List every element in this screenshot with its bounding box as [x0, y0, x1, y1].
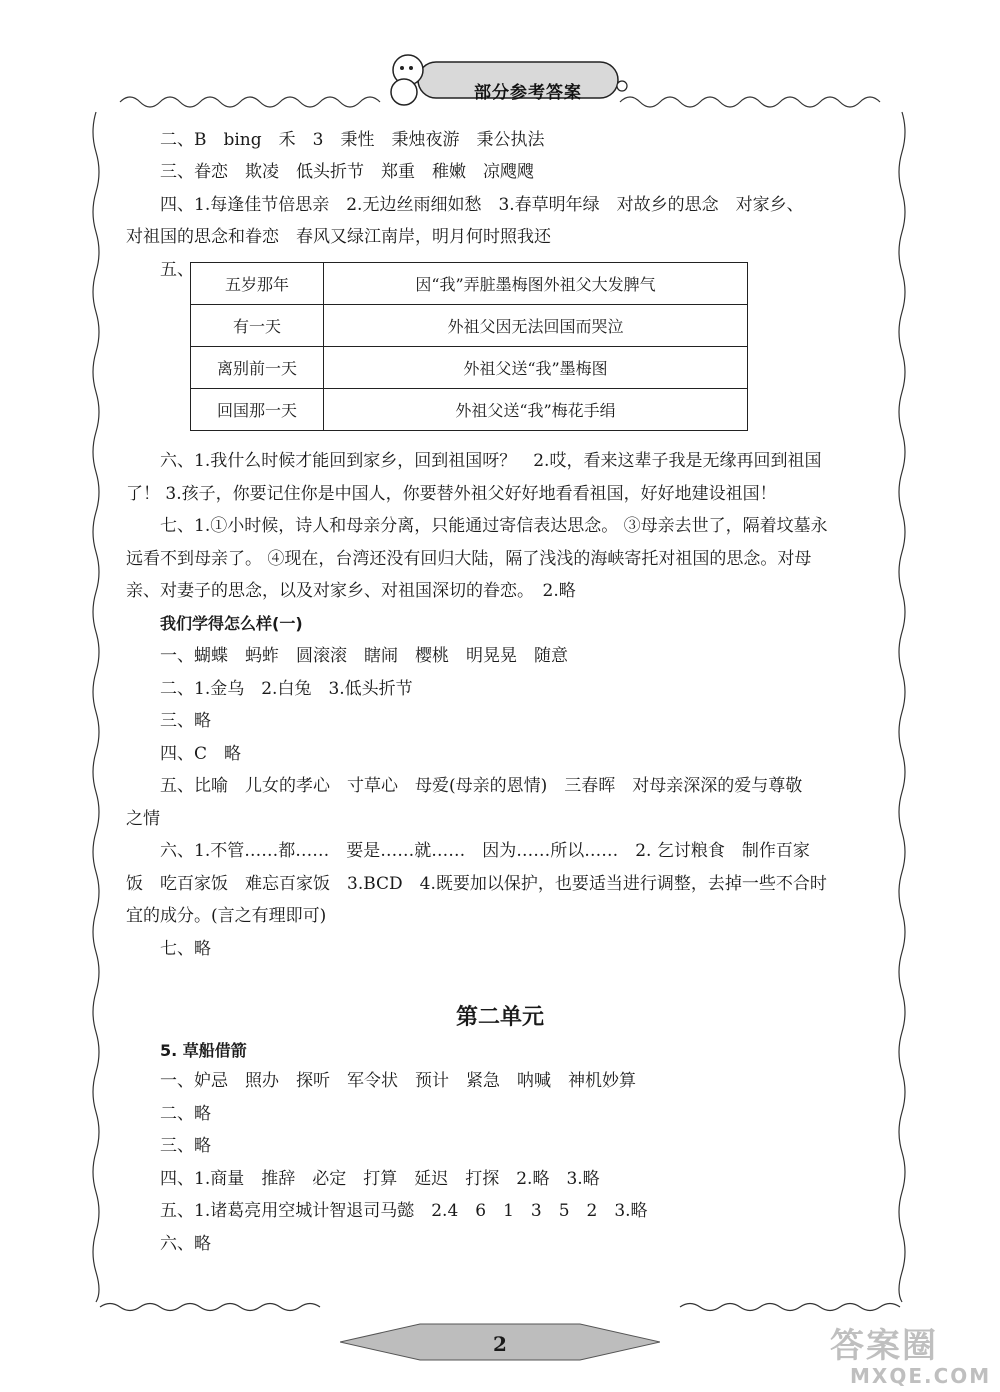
answer-line: 七、略: [160, 939, 211, 959]
answer-line: 远看不到母亲了。 ④现在，台湾还没有回归大陆，隔了浅浅的海峡寄托对祖国的思念。对母: [126, 549, 812, 569]
table-cell: 五岁那年: [191, 263, 324, 305]
answer-line: 对祖国的思念和眷恋 春风又绿江南岸，明月何时照我还: [126, 227, 551, 247]
answer-line: 五、1.诸葛亮用空城计智退司马懿 2.4 6 1 3 5 2 3.略: [160, 1201, 648, 1221]
answer-line: 二、B bing 禾 3 秉性 秉烛夜游 秉公执法: [160, 130, 545, 150]
table-cell: 有一天: [191, 305, 324, 347]
answer-line: 宜的成分。(言之有理即可): [126, 906, 327, 926]
watermark: [830, 1318, 1000, 1392]
answer-line: 一、蝴蝶 蚂蚱 圆滚滚 瞎闹 樱桃 明晃晃 随意: [160, 646, 568, 666]
answer-line: 亲、对妻子的思念，以及对家乡、对祖国深切的眷恋。 2.略: [126, 581, 576, 601]
answer-line: 六、略: [160, 1234, 211, 1254]
table-cell: 外祖父因无法回国而哭泣: [324, 305, 748, 347]
table-row: [191, 263, 748, 305]
answer-line: 三、略: [160, 1136, 211, 1156]
answer-line: 二、1.金乌 2.白兔 3.低头折节: [160, 679, 413, 699]
answer-line: 五、: [160, 260, 194, 280]
answer-line: 三、略: [160, 711, 211, 731]
story-table: [190, 262, 748, 431]
answer-line: 了！ 3.孩子，你要记住你是中国人，你要替外祖父好好地看看祖国，好好地建设祖国！: [126, 484, 777, 504]
answer-line: 三、眷恋 欺凌 低头折节 郑重 稚嫩 凉飕飕: [160, 162, 534, 182]
section-heading: 5. 草船借箭: [160, 1041, 247, 1060]
answer-line: 五、比喻 儿女的孝心 寸草心 母爱(母亲的恩情) 三春晖 对母亲深深的爱与尊敬: [160, 776, 803, 796]
page-number: 2: [493, 1332, 507, 1356]
answer-line: 四、C 略: [160, 744, 242, 764]
section-heading: 我们学得怎么样(一): [160, 614, 303, 633]
answer-line: 四、1.商量 推辞 必定 打算 延迟 打探 2.略 3.略: [160, 1169, 600, 1189]
answer-line: 二、略: [160, 1104, 211, 1124]
table-cell: 外祖父送“我”梅花手绢: [324, 389, 748, 431]
table-cell: 回国那一天: [191, 389, 324, 431]
answer-line: 饭 吃百家饭 难忘百家饭 3.BCD 4.既要加以保护，也要适当进行调整，去掉一些不合时: [126, 874, 827, 894]
table-row: [191, 305, 748, 347]
table-cell: 离别前一天: [191, 347, 324, 389]
answer-line: 七、1.①小时候，诗人和母亲分离，只能通过寄信表达思念。 ③母亲去世了，隔着坟墓永: [160, 516, 828, 536]
table-row: [191, 389, 748, 431]
answer-line: 四、1.每逢佳节倍思亲 2.无边丝雨细如愁 3.春草明年绿 对故乡的思念 对家乡、: [160, 195, 804, 215]
watermark-url: MXQE.COM: [850, 1364, 992, 1388]
table-cell: 因“我”弄脏墨梅图外祖父大发脾气: [324, 263, 748, 305]
answer-line: 六、1.不管……都…… 要是……就…… 因为……所以…… 2. 乞讨粮食 制作百家: [160, 841, 810, 861]
header-title: 部分参考答案: [474, 83, 582, 103]
answer-line: 之情: [126, 809, 160, 829]
table-row: [191, 347, 748, 389]
answer-line: 六、1.我什么时候才能回到家乡，回到祖国呀？ 2.哎，看来这辈子我是无缘再回到祖国: [160, 451, 822, 471]
table-cell: 外祖父送“我”墨梅图: [324, 347, 748, 389]
answer-line: 一、妒忌 照办 探听 军令状 预计 紧急 呐喊 神机妙算: [160, 1071, 636, 1091]
watermark-main: 答案圈: [830, 1326, 938, 1366]
unit-title: 第二单元: [455, 1005, 544, 1030]
